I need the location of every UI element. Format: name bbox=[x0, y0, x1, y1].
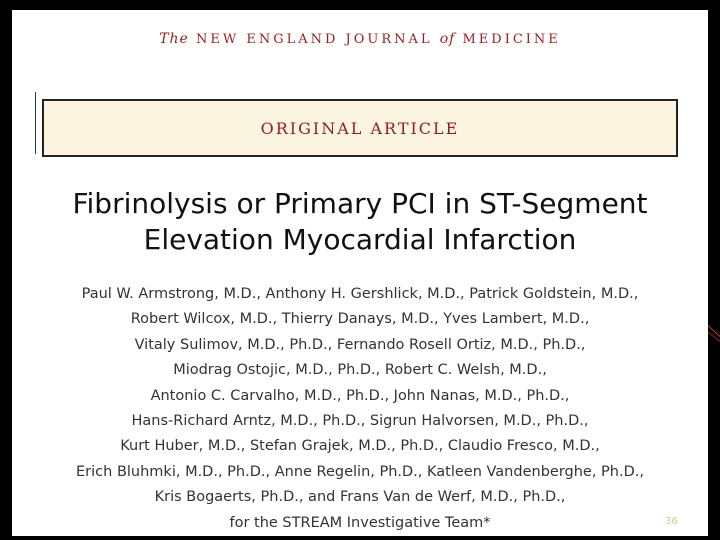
author-line: Erich Bluhmki, M.D., Ph.D., Anne Regelin, Ph.D., Katleen Vandenberghe, Ph.D., bbox=[76, 463, 644, 480]
journal-name-part1: NEW ENGLAND JOURNAL bbox=[195, 32, 433, 47]
author-line: Vitaly Sulimov, M.D., Ph.D., Fernando Rosell Ortiz, M.D., Ph.D., bbox=[134, 336, 586, 353]
slide-number: 36 bbox=[665, 516, 678, 527]
article-title bbox=[12, 186, 708, 258]
author-line: Kurt Huber, M.D., Stefan Grajek, M.D., Ph.D., Claudio Fresco, M.D., bbox=[120, 438, 600, 455]
article-page bbox=[12, 10, 708, 536]
article-type-label: ORIGINAL ARTICLE bbox=[260, 118, 460, 138]
journal-masthead bbox=[12, 31, 708, 47]
author-line: Antonio C. Carvalho, M.D., Ph.D., John Nanas, M.D., Ph.D., bbox=[150, 387, 570, 404]
author-list bbox=[12, 282, 708, 536]
article-type-banner bbox=[42, 99, 678, 157]
author-line: for the STREAM Investigative Team* bbox=[229, 514, 491, 531]
journal-prefix: The bbox=[159, 31, 189, 47]
author-line: Robert Wilcox, M.D., Thierry Danays, M.D., Yves Lambert, M.D., bbox=[130, 311, 590, 328]
author-line: Miodrag Ostojic, M.D., Ph.D., Robert C. Welsh, M.D., bbox=[173, 362, 547, 379]
author-line: Paul W. Armstrong, M.D., Anthony H. Gershlick, M.D., Patrick Goldstein, M.D., bbox=[81, 286, 639, 302]
title-line-1: Fibrinolysis or Primary PCI in ST-Segment bbox=[72, 187, 648, 220]
journal-connector: of bbox=[439, 31, 456, 47]
journal-name-part2: MEDICINE bbox=[462, 32, 561, 47]
title-line-2: Elevation Myocardial Infarction bbox=[143, 223, 577, 256]
author-line: Hans-Richard Arntz, M.D., Ph.D., Sigrun Halvorsen, M.D., Ph.D., bbox=[131, 413, 589, 430]
author-line: Kris Bogaerts, Ph.D., and Frans Van de Werf, M.D., Ph.D., bbox=[154, 489, 566, 506]
